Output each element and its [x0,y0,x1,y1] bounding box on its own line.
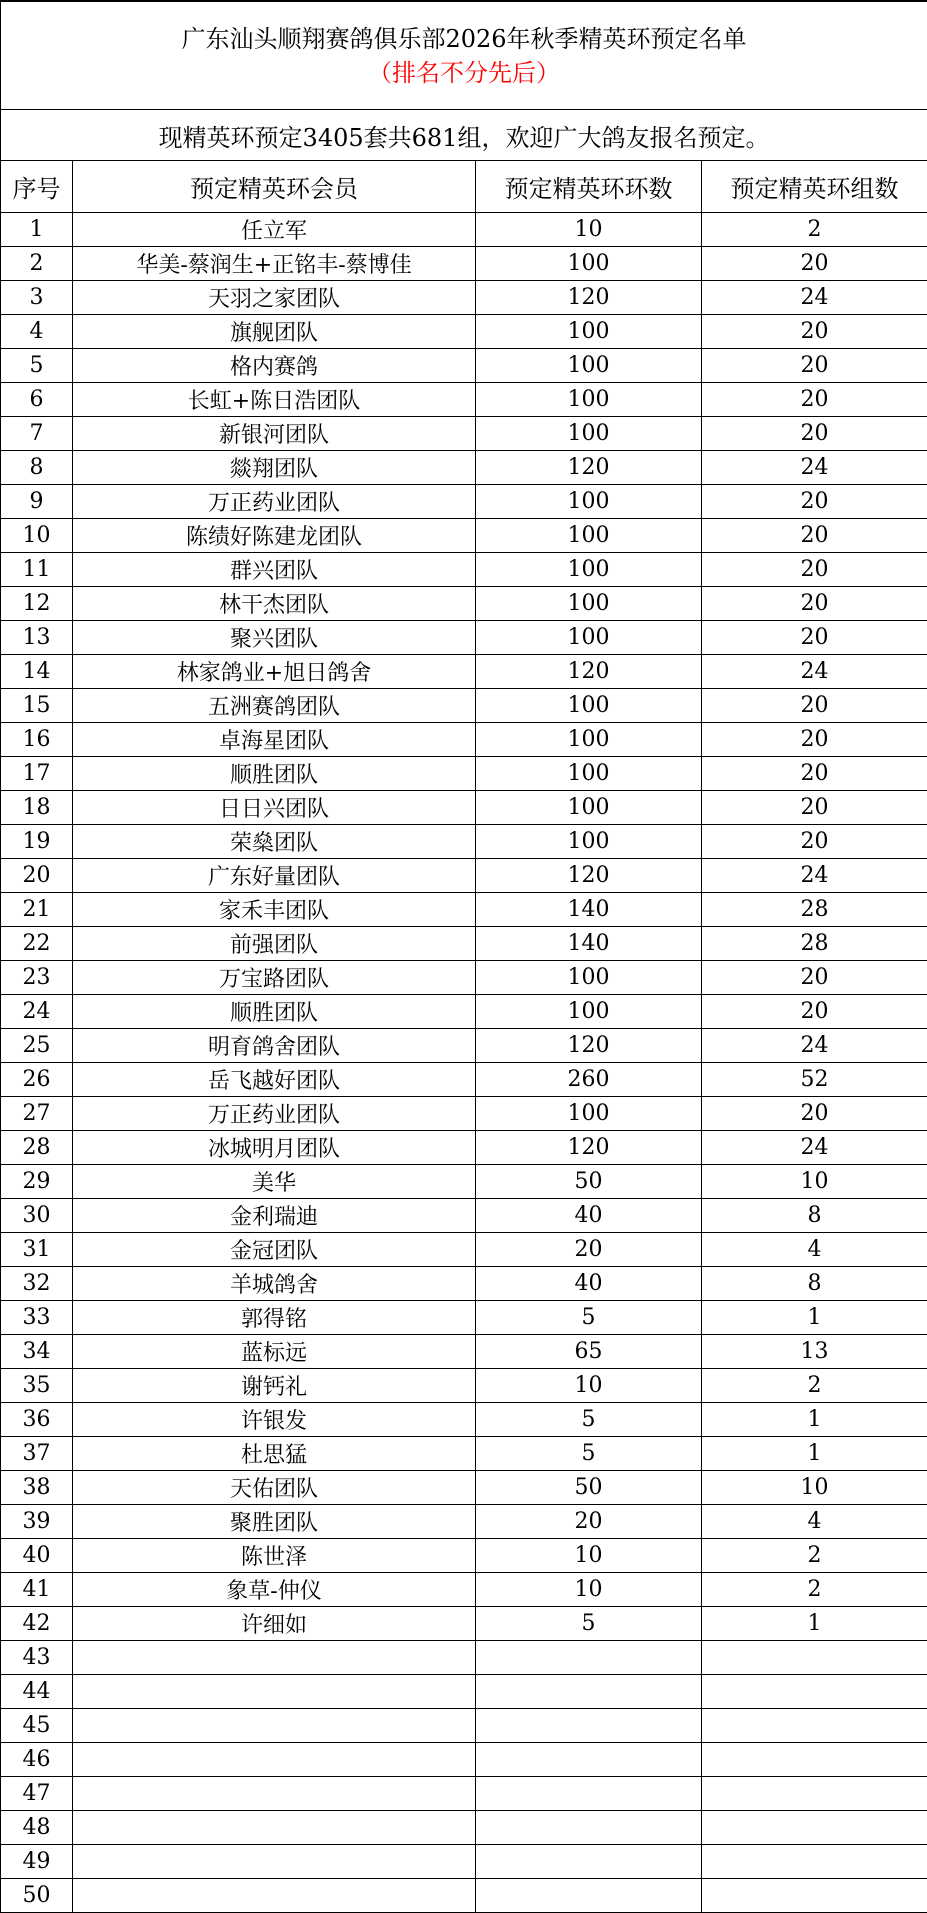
row-number: 24 [1,995,73,1029]
table-row [1,621,927,655]
table-row [1,1641,927,1675]
member-name: 明育鸽舍团队 [73,1029,476,1063]
notice-text: 现精英环预定3405套共681组，欢迎广大鸽友报名预定。 [1,110,927,161]
group-count: 20 [702,383,927,417]
ring-count: 100 [476,1097,702,1131]
group-count: 20 [702,689,927,723]
group-count [702,1777,927,1811]
table-row [1,1063,927,1097]
row-number: 22 [1,927,73,961]
member-name [73,1641,476,1675]
ring-count: 100 [476,825,702,859]
group-count: 8 [702,1199,927,1233]
table-row [1,791,927,825]
ring-count: 100 [476,315,702,349]
ring-count: 120 [476,451,702,485]
group-count: 52 [702,1063,927,1097]
member-name [73,1845,476,1879]
ring-count: 5 [476,1403,702,1437]
row-number: 25 [1,1029,73,1063]
table-row [1,1505,927,1539]
group-count: 13 [702,1335,927,1369]
table-row [1,587,927,621]
ring-count: 100 [476,961,702,995]
row-number: 1 [1,213,73,247]
group-count: 20 [702,621,927,655]
row-number: 23 [1,961,73,995]
table-row [1,485,927,519]
table-row [1,1165,927,1199]
ring-count [476,1811,702,1845]
ring-count: 140 [476,893,702,927]
table-row [1,1845,927,1879]
member-name: 羊城鸽舍 [73,1267,476,1301]
row-number: 10 [1,519,73,553]
row-number: 4 [1,315,73,349]
member-name: 长虹+陈日浩团队 [73,383,476,417]
table-row [1,927,927,961]
member-name [73,1811,476,1845]
row-number: 44 [1,1675,73,1709]
table-row [1,655,927,689]
row-number: 33 [1,1301,73,1335]
table-row [1,1879,927,1913]
row-number: 5 [1,349,73,383]
member-name: 家禾丰团队 [73,893,476,927]
row-number: 46 [1,1743,73,1777]
row-number: 47 [1,1777,73,1811]
group-count [702,1709,927,1743]
ring-count: 20 [476,1505,702,1539]
member-name: 任立军 [73,213,476,247]
ring-count: 50 [476,1471,702,1505]
ring-count [476,1777,702,1811]
table-row [1,417,927,451]
row-number: 15 [1,689,73,723]
table-row [1,1607,927,1641]
group-count: 20 [702,995,927,1029]
table-row [1,451,927,485]
group-count: 4 [702,1233,927,1267]
member-name: 格内赛鸽 [73,349,476,383]
group-count: 20 [702,587,927,621]
member-name: 聚胜团队 [73,1505,476,1539]
ring-count: 100 [476,995,702,1029]
group-count: 20 [702,757,927,791]
group-count: 10 [702,1165,927,1199]
table-row [1,859,927,893]
group-count: 20 [702,1097,927,1131]
table-row [1,689,927,723]
row-number: 16 [1,723,73,757]
group-count: 24 [702,655,927,689]
member-name: 五洲赛鸽团队 [73,689,476,723]
member-name: 群兴团队 [73,553,476,587]
row-number: 21 [1,893,73,927]
row-number: 30 [1,1199,73,1233]
table-row [1,1709,927,1743]
table-row [1,213,927,247]
group-count: 24 [702,859,927,893]
column-header-no: 序号 [1,161,73,213]
member-name: 金利瑞迪 [73,1199,476,1233]
table-row [1,1573,927,1607]
ring-count [476,1879,702,1913]
table-row [1,1471,927,1505]
table-row [1,281,927,315]
member-name: 顺胜团队 [73,995,476,1029]
member-name: 万宝路团队 [73,961,476,995]
ring-count: 100 [476,791,702,825]
row-number: 48 [1,1811,73,1845]
table-row [1,1437,927,1471]
ring-count [476,1845,702,1879]
ring-count: 5 [476,1607,702,1641]
ring-count: 120 [476,1131,702,1165]
group-count [702,1879,927,1913]
member-name: 万正药业团队 [73,1097,476,1131]
group-count: 2 [702,1369,927,1403]
table-row [1,995,927,1029]
table-row [1,757,927,791]
ring-count [476,1675,702,1709]
ring-count: 40 [476,1199,702,1233]
table-row [1,1743,927,1777]
member-name: 陈绩好陈建龙团队 [73,519,476,553]
row-number: 14 [1,655,73,689]
row-number: 40 [1,1539,73,1573]
group-count: 20 [702,417,927,451]
member-name: 前强团队 [73,927,476,961]
group-count: 2 [702,1573,927,1607]
group-count: 8 [702,1267,927,1301]
member-name: 金冠团队 [73,1233,476,1267]
member-name [73,1777,476,1811]
table-row [1,315,927,349]
ring-count [476,1743,702,1777]
ring-count: 20 [476,1233,702,1267]
group-count [702,1845,927,1879]
table-row [1,1199,927,1233]
group-count: 1 [702,1437,927,1471]
group-count: 4 [702,1505,927,1539]
row-number: 32 [1,1267,73,1301]
member-name: 新银河团队 [73,417,476,451]
row-number: 27 [1,1097,73,1131]
row-number: 31 [1,1233,73,1267]
group-count: 20 [702,519,927,553]
ring-count: 100 [476,349,702,383]
row-number: 26 [1,1063,73,1097]
ring-count: 50 [476,1165,702,1199]
row-number: 35 [1,1369,73,1403]
row-number: 18 [1,791,73,825]
member-name [73,1879,476,1913]
group-count: 20 [702,247,927,281]
row-number: 39 [1,1505,73,1539]
member-name [73,1743,476,1777]
table-row [1,723,927,757]
ring-count: 100 [476,519,702,553]
row-number: 50 [1,1879,73,1913]
row-number: 38 [1,1471,73,1505]
ring-count: 100 [476,247,702,281]
table-row [1,553,927,587]
row-number: 42 [1,1607,73,1641]
ring-count: 120 [476,1029,702,1063]
member-name: 杜思猛 [73,1437,476,1471]
ring-count [476,1709,702,1743]
group-count [702,1811,927,1845]
page-subtitle: （排名不分先后） [1,56,927,90]
group-count: 28 [702,927,927,961]
member-name: 天佑团队 [73,1471,476,1505]
ring-count: 10 [476,1369,702,1403]
group-count: 20 [702,485,927,519]
table-row [1,893,927,927]
group-count: 20 [702,349,927,383]
table-row [1,349,927,383]
member-name [73,1675,476,1709]
notice-row [1,110,927,161]
member-name: 日日兴团队 [73,791,476,825]
ring-count: 100 [476,621,702,655]
member-name: 许细如 [73,1607,476,1641]
table-row [1,1097,927,1131]
member-name: 华美-蔡润生+正铭丰-蔡博佳 [73,247,476,281]
member-name: 荣燊团队 [73,825,476,859]
table-row [1,519,927,553]
ring-count: 100 [476,689,702,723]
row-number: 17 [1,757,73,791]
ring-count: 10 [476,1539,702,1573]
group-count: 20 [702,825,927,859]
ring-count: 5 [476,1301,702,1335]
group-count: 10 [702,1471,927,1505]
title-cell [1,1,927,110]
group-count: 28 [702,893,927,927]
member-name: 林干杰团队 [73,587,476,621]
ring-count: 100 [476,757,702,791]
row-number: 11 [1,553,73,587]
table-row [1,1267,927,1301]
table-row [1,1777,927,1811]
table-row [1,1029,927,1063]
ring-count: 120 [476,655,702,689]
header-row [1,161,927,213]
table-row [1,247,927,281]
row-number: 6 [1,383,73,417]
member-name: 顺胜团队 [73,757,476,791]
table-row [1,383,927,417]
group-count [702,1641,927,1675]
group-count: 20 [702,315,927,349]
ring-count: 100 [476,587,702,621]
ring-count: 10 [476,213,702,247]
member-name: 旗舰团队 [73,315,476,349]
member-name [73,1709,476,1743]
row-number: 8 [1,451,73,485]
row-number: 29 [1,1165,73,1199]
row-number: 41 [1,1573,73,1607]
member-name: 万正药业团队 [73,485,476,519]
member-name: 冰城明月团队 [73,1131,476,1165]
member-name: 岳飞越好团队 [73,1063,476,1097]
row-number: 19 [1,825,73,859]
ring-count: 10 [476,1573,702,1607]
row-number: 49 [1,1845,73,1879]
table-row [1,1811,927,1845]
row-number: 45 [1,1709,73,1743]
group-count: 2 [702,213,927,247]
group-count: 24 [702,1131,927,1165]
column-header-rings: 预定精英环环数 [476,161,702,213]
ring-count: 120 [476,281,702,315]
title-row [1,1,927,110]
member-name: 陈世泽 [73,1539,476,1573]
group-count: 24 [702,451,927,485]
table-row [1,1403,927,1437]
group-count: 24 [702,1029,927,1063]
member-name: 美华 [73,1165,476,1199]
member-name: 谢钙礼 [73,1369,476,1403]
ring-count: 140 [476,927,702,961]
column-header-groups: 预定精英环组数 [702,161,927,213]
ring-count: 120 [476,859,702,893]
group-count: 20 [702,791,927,825]
table-row [1,1233,927,1267]
table-row [1,1369,927,1403]
member-name: 聚兴团队 [73,621,476,655]
ring-count: 40 [476,1267,702,1301]
group-count: 2 [702,1539,927,1573]
row-number: 3 [1,281,73,315]
group-count: 1 [702,1301,927,1335]
row-number: 20 [1,859,73,893]
member-name: 蓝标远 [73,1335,476,1369]
row-number: 43 [1,1641,73,1675]
table-row [1,961,927,995]
page-title: 广东汕头顺翔赛鸽俱乐部2026年秋季精英环预定名单 [1,22,927,56]
group-count: 1 [702,1403,927,1437]
row-number: 37 [1,1437,73,1471]
table-row [1,1335,927,1369]
table-row [1,1675,927,1709]
row-number: 7 [1,417,73,451]
row-number: 28 [1,1131,73,1165]
group-count [702,1743,927,1777]
ring-count: 260 [476,1063,702,1097]
group-count: 24 [702,281,927,315]
ring-count: 65 [476,1335,702,1369]
row-number: 34 [1,1335,73,1369]
member-name: 郭得铭 [73,1301,476,1335]
ring-count [476,1641,702,1675]
ring-count: 100 [476,417,702,451]
member-name: 天羽之家团队 [73,281,476,315]
member-name: 象草-仲仪 [73,1573,476,1607]
row-number: 9 [1,485,73,519]
member-name: 许银发 [73,1403,476,1437]
group-count: 20 [702,723,927,757]
ring-count: 100 [476,383,702,417]
member-name: 燚翔团队 [73,451,476,485]
ring-count: 100 [476,485,702,519]
group-count: 20 [702,961,927,995]
table-row [1,1539,927,1573]
group-count: 20 [702,553,927,587]
group-count: 1 [702,1607,927,1641]
ring-count: 5 [476,1437,702,1471]
group-count [702,1675,927,1709]
table-row [1,825,927,859]
ring-count: 100 [476,553,702,587]
member-name: 广东好量团队 [73,859,476,893]
ring-count: 100 [476,723,702,757]
row-number: 36 [1,1403,73,1437]
member-name: 林家鸽业+旭日鸽舍 [73,655,476,689]
table-row [1,1131,927,1165]
row-number: 13 [1,621,73,655]
member-name: 卓海星团队 [73,723,476,757]
table-row [1,1301,927,1335]
row-number: 12 [1,587,73,621]
column-header-member: 预定精英环会员 [73,161,476,213]
table-body [1,1,927,1913]
row-number: 2 [1,247,73,281]
